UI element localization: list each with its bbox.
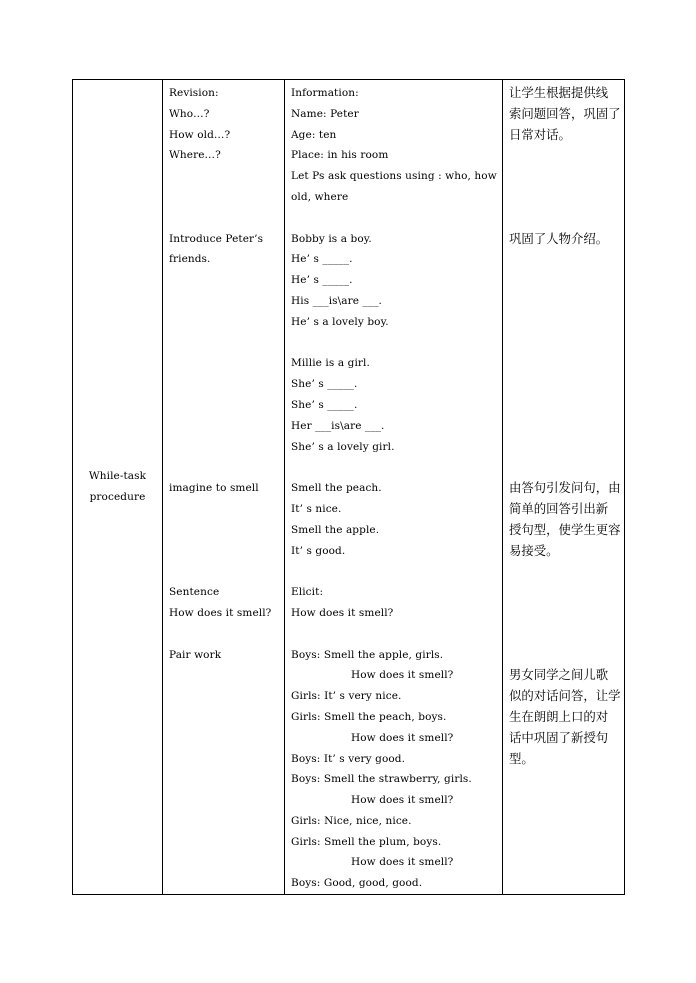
content-column [285, 80, 503, 895]
content-line: Elicit: [291, 586, 324, 599]
lesson-plan-table [72, 79, 625, 895]
purpose-line: 似的对话问答，让学 [509, 688, 621, 704]
purpose-line: 简单的回答引出新 [509, 500, 609, 516]
purpose-line: 巩固了人物介绍。 [509, 230, 609, 246]
content-line: He’ s _____. [291, 253, 353, 266]
content-line: Boys: Smell the strawberry, girls. [291, 773, 472, 786]
content-line: Place: in his room [291, 149, 389, 162]
content-line: Her ___is\are ___. [291, 419, 385, 432]
content-line: Let Ps ask questions using : who, how [291, 170, 497, 183]
content-line: Age: ten [291, 128, 337, 141]
purpose-line: 由答句引发问句，由 [509, 480, 621, 496]
content-line: Girls: Smell the plum, boys. [291, 835, 442, 848]
content-line: His ___is\are ___. [291, 294, 382, 307]
content-line: Name: Peter [291, 107, 359, 120]
activity-line: Pair work [169, 648, 222, 661]
content-line: Millie is a girl. [291, 357, 370, 370]
purpose-line: 日常对话。 [509, 126, 571, 142]
content-line: How does it smell? [351, 794, 454, 807]
content-line: Information: [291, 87, 359, 99]
purpose-line: 易接受。 [509, 542, 559, 558]
content-line: She’ s a lovely girl. [291, 440, 395, 453]
content-line: Girls: Nice, nice, nice. [291, 814, 412, 827]
activity-line: friends. [169, 253, 211, 266]
content-line: How does it smell? [351, 669, 454, 682]
content-line: Boys: Smell the apple, girls. [291, 648, 444, 661]
purpose-line: 男女同学之间儿歌 [509, 667, 609, 683]
content-line: How does it smell? [351, 856, 454, 869]
activity-line: How does it smell? [169, 606, 272, 619]
content-line: Girls: It’ s very nice. [291, 690, 402, 703]
purpose-line: 让学生根据提供线 [509, 85, 609, 100]
activity-line: imagine to smell [169, 482, 259, 495]
stage-label-line2: procedure [89, 491, 146, 504]
purpose-column [503, 80, 625, 895]
activity-column [163, 80, 285, 895]
purpose-line: 生在朗朗上口的对 [509, 708, 609, 724]
content-line: How does it smell? [291, 606, 394, 619]
content-line: Girls: Smell the peach, boys. [291, 710, 447, 723]
content-line: It’ s nice. [291, 502, 342, 515]
content-line: It’ s good. [291, 544, 346, 557]
table-row [73, 80, 625, 895]
activity-line: Where…? [169, 149, 221, 162]
activity-line: Introduce Peter’s [169, 232, 264, 245]
content-line: Smell the peach. [291, 482, 382, 495]
purpose-line: 授句型，使学生更容 [509, 521, 621, 537]
content-line: She’ s _____. [291, 398, 358, 411]
content-line: He’ s _____. [291, 274, 353, 287]
purpose-line: 索问题回答，巩固了 [509, 105, 621, 121]
content-line: old, where [291, 190, 349, 203]
purpose-line: 型。 [509, 750, 534, 766]
activity-line: Revision: [169, 87, 219, 99]
content-line: Bobby is a boy. [291, 232, 372, 245]
purpose-line: 话中巩固了新授句 [509, 729, 609, 745]
stage-label-line1: While-task [88, 470, 147, 483]
content-line: Smell the apple. [291, 523, 380, 536]
activity-line: Who…? [169, 107, 210, 120]
content-line: Boys: Good, good, good. [291, 877, 423, 890]
content-line: Boys: It’ s very good. [291, 752, 406, 765]
activity-line: Sentence [169, 586, 220, 599]
content-line: How does it smell? [351, 731, 454, 744]
activity-line: How old…? [169, 128, 231, 141]
stage-cell [73, 80, 163, 895]
content-line: He’ s a lovely boy. [291, 315, 389, 328]
content-line: She’ s _____. [291, 378, 358, 391]
